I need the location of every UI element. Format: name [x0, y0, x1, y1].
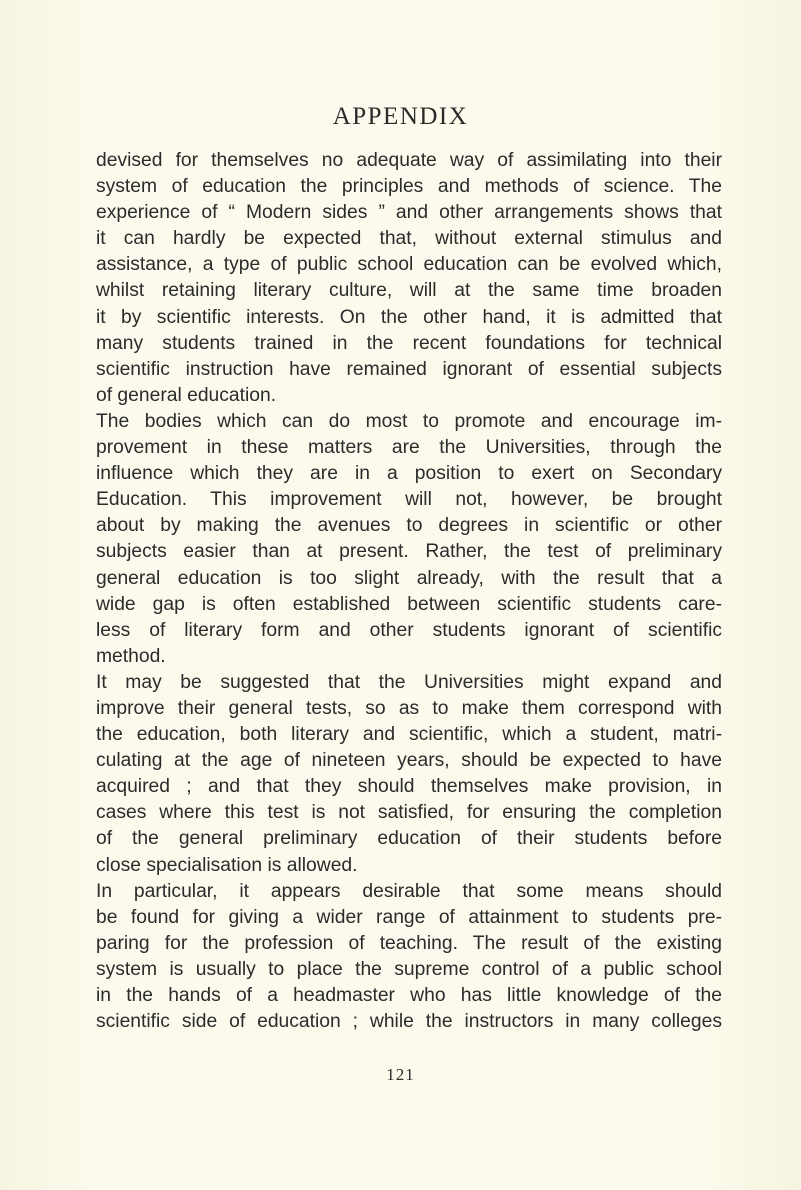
text-line: The bodies which can do most to promote and encourage im-: [96, 410, 722, 432]
text-line: Education. This improvement will not, however, be brought: [96, 489, 722, 511]
running-head: APPENDIX: [332, 103, 469, 130]
paragraph-4: [96, 879, 722, 1036]
text-line: subjects easier than at present. Rather, the test of preliminary: [96, 541, 722, 563]
text-line: it by scientific interests. On the other hand, it is admitted that: [96, 306, 722, 328]
text-line: it can hardly be expected that, without external stimulus and: [96, 228, 722, 250]
text-line: culating at the age of nineteen years, should be expected to have: [96, 750, 722, 772]
text-line: general education is too slight already, with the result that a: [96, 567, 722, 589]
text-line: of the general preliminary education of their students before: [96, 828, 722, 850]
text-line: many students trained in the recent foundations for technical: [96, 332, 722, 354]
paragraph-1: [96, 148, 722, 409]
text-line: It may be suggested that the Universities might expand and: [96, 671, 722, 693]
text-line: less of literary form and other students ignorant of scientific: [96, 619, 722, 641]
text-line: scientific side of education ; while the instructors in many colleges: [96, 1011, 722, 1033]
text-line: system of education the principles and methods of science. The: [96, 176, 722, 198]
page-number: 121: [386, 1065, 415, 1084]
text-line: method.: [96, 645, 166, 667]
text-line: cases where this test is not satisfied, for ensuring the completion: [96, 802, 722, 824]
text-line: wide gap is often established between scientific students care-: [96, 593, 722, 615]
text-line: the education, both literary and scientific, which a student, matri-: [96, 724, 722, 746]
text-line: influence which they are in a position to exert on Secondary: [96, 463, 722, 485]
paragraph-2: [96, 409, 722, 670]
paragraph-3: [96, 670, 722, 879]
text-line: whilst retaining literary culture, will at the same time broaden: [96, 280, 722, 302]
body-text: [96, 148, 722, 1035]
text-line: be found for giving a wider range of attainment to students pre-: [96, 906, 722, 928]
text-line: experience of “ Modern sides ” and other arrangements shows that: [96, 202, 722, 224]
text-line: paring for the profession of teaching. The result of the existing: [96, 932, 722, 954]
text-line: devised for themselves no adequate way of assimilating into their: [96, 150, 722, 171]
text-line: in the hands of a headmaster who has little knowledge of the: [96, 985, 722, 1006]
text-line: of general education.: [96, 384, 277, 406]
text-line: assistance, a type of public school education can be evolved which,: [96, 254, 722, 276]
text-line: improve their general tests, so as to make them correspond with: [96, 697, 722, 719]
text-line: acquired ; and that they should themselves make provision, in: [96, 776, 722, 798]
text-line: In particular, it appears desirable that some means should: [96, 880, 722, 902]
text-line: system is usually to place the supreme control of a public school: [96, 958, 722, 980]
text-line: provement in these matters are the Universities, through the: [96, 437, 722, 459]
text-line: about by making the avenues to degrees in scientific or other: [96, 515, 722, 537]
text-line: close specialisation is allowed.: [96, 854, 358, 876]
text-line: scientific instruction have remained ignorant of essential subjects: [96, 358, 722, 380]
